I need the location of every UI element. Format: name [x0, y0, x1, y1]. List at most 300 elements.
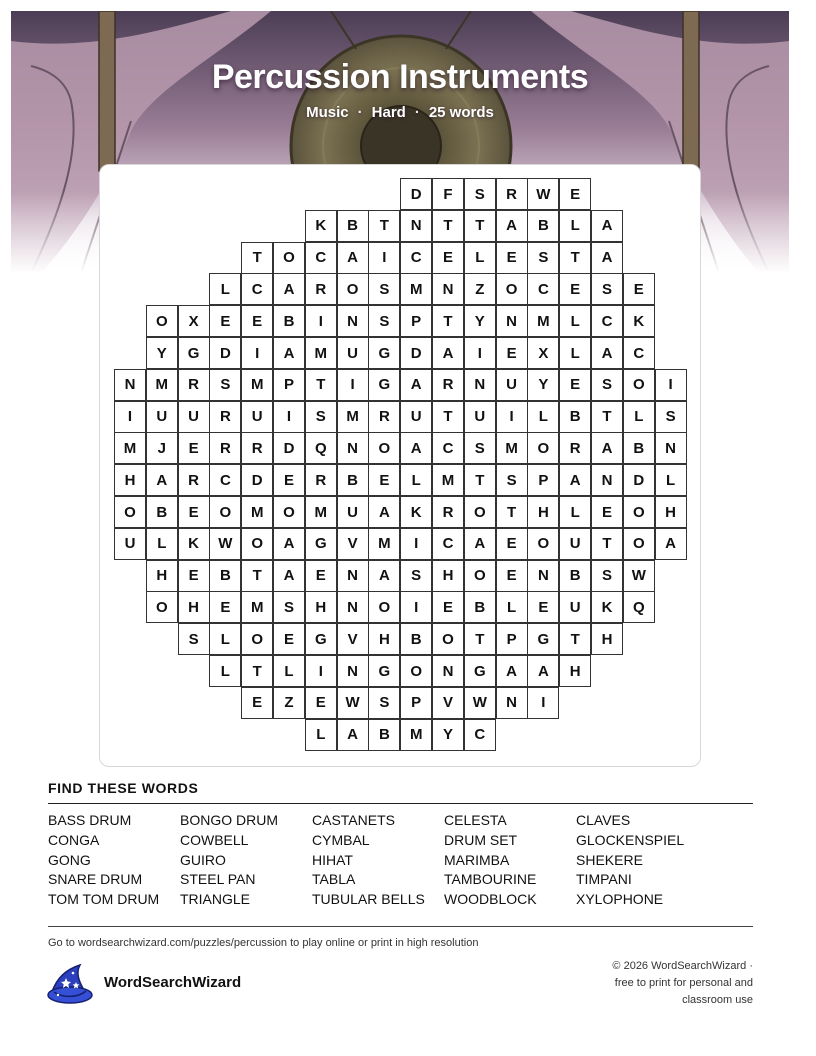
grid-cell[interactable]: U [146, 401, 178, 433]
grid-cell[interactable]: U [337, 337, 369, 369]
grid-cell[interactable]: T [591, 528, 623, 560]
grid-cell[interactable]: U [400, 401, 432, 433]
grid-cell[interactable]: T [591, 401, 623, 433]
grid-cell[interactable]: M [400, 273, 432, 305]
grid-cell[interactable]: S [591, 273, 623, 305]
grid-cell[interactable]: G [464, 655, 496, 687]
grid-cell[interactable]: Z [273, 687, 305, 719]
grid-cell[interactable]: G [368, 369, 400, 401]
grid-cell[interactable]: D [623, 464, 655, 496]
grid-cell[interactable]: M [305, 337, 337, 369]
grid-cell[interactable]: R [241, 432, 273, 464]
grid-cell[interactable]: O [146, 305, 178, 337]
grid-cell[interactable]: A [337, 242, 369, 274]
grid-cell[interactable]: M [368, 528, 400, 560]
grid-cell[interactable]: H [305, 591, 337, 623]
grid-cell[interactable]: A [432, 337, 464, 369]
grid-cell[interactable]: B [368, 719, 400, 751]
grid-cell[interactable]: S [368, 305, 400, 337]
grid-cell[interactable]: Y [527, 369, 559, 401]
grid-cell[interactable]: J [146, 432, 178, 464]
grid-cell[interactable]: A [273, 528, 305, 560]
word-list-item: COWBELL [180, 831, 249, 848]
grid-cell[interactable]: K [178, 528, 210, 560]
grid-cell[interactable]: T [305, 369, 337, 401]
word-list-item: HIHAT [312, 851, 353, 868]
grid-cell[interactable]: L [559, 210, 591, 242]
meta-separator: · [357, 104, 363, 121]
grid-cell[interactable]: N [337, 591, 369, 623]
grid-cell[interactable]: R [432, 369, 464, 401]
grid-cell[interactable]: U [464, 401, 496, 433]
grid-cell[interactable]: A [591, 337, 623, 369]
grid-cell[interactable]: S [464, 432, 496, 464]
play-online-note[interactable]: Go to wordsearchwizard.com/puzzles/percussion to play online or print in high resolution [48, 937, 479, 949]
grid-cell[interactable]: O [496, 273, 528, 305]
grid-cell[interactable]: N [496, 687, 528, 719]
word-count-label: 25 words [428, 104, 494, 121]
grid-cell[interactable]: A [368, 560, 400, 592]
grid-cell[interactable]: O [241, 623, 273, 655]
grid-cell[interactable]: T [464, 464, 496, 496]
grid-cell[interactable]: H [114, 464, 146, 496]
grid-cell[interactable]: S [527, 242, 559, 274]
grid-cell[interactable]: M [241, 591, 273, 623]
grid-cell[interactable]: D [241, 464, 273, 496]
grid-cell[interactable]: I [400, 591, 432, 623]
grid-cell[interactable]: A [591, 242, 623, 274]
grid-cell[interactable]: I [464, 337, 496, 369]
grid-cell[interactable]: T [241, 655, 273, 687]
grid-cell[interactable]: K [623, 305, 655, 337]
word-list-item: CONGA [48, 831, 100, 848]
grid-cell[interactable]: E [273, 464, 305, 496]
grid-cell[interactable]: L [559, 305, 591, 337]
grid-cell[interactable]: S [591, 560, 623, 592]
grid-cell[interactable]: A [527, 655, 559, 687]
grid-cell[interactable]: A [273, 337, 305, 369]
grid-cell[interactable]: I [273, 401, 305, 433]
grid-cell[interactable]: N [337, 560, 369, 592]
grid-cell[interactable]: E [559, 369, 591, 401]
copyright-line: free to print for personal and [614, 977, 753, 989]
grid-cell[interactable]: T [241, 242, 273, 274]
grid-cell[interactable]: A [496, 210, 528, 242]
grid-cell[interactable]: C [400, 242, 432, 274]
grid-cell[interactable]: E [209, 591, 241, 623]
grid-cell[interactable]: R [432, 496, 464, 528]
word-list-item: TABLA [312, 871, 356, 888]
grid-cell[interactable]: E [241, 305, 273, 337]
grid-cell[interactable]: G [368, 655, 400, 687]
grid-cell[interactable]: L [146, 528, 178, 560]
grid-cell[interactable]: E [496, 337, 528, 369]
grid-cell[interactable]: C [209, 464, 241, 496]
grid-cell[interactable]: A [400, 369, 432, 401]
grid-cell[interactable]: B [400, 623, 432, 655]
grid-cell[interactable]: E [305, 560, 337, 592]
grid-cell[interactable]: R [368, 401, 400, 433]
grid-cell[interactable]: M [114, 432, 146, 464]
grid-cell[interactable]: S [464, 178, 496, 210]
grid-cell[interactable]: R [178, 369, 210, 401]
grid-cell[interactable]: B [559, 401, 591, 433]
difficulty-label: Hard [371, 104, 406, 121]
grid-cell[interactable]: A [655, 528, 687, 560]
grid-cell[interactable]: K [305, 210, 337, 242]
grid-cell[interactable]: W [337, 687, 369, 719]
grid-cell[interactable]: O [527, 528, 559, 560]
grid-cell[interactable]: T [464, 623, 496, 655]
grid-cell[interactable]: L [209, 655, 241, 687]
grid-cell[interactable]: O [368, 591, 400, 623]
word-list-item: GONG [48, 851, 91, 868]
grid-cell[interactable]: M [432, 464, 464, 496]
grid-cell[interactable]: P [400, 687, 432, 719]
grid-cell[interactable]: L [273, 655, 305, 687]
grid-cell[interactable]: L [209, 273, 241, 305]
grid-cell[interactable]: H [591, 623, 623, 655]
grid-cell[interactable]: E [496, 242, 528, 274]
grid-cell[interactable]: S [178, 623, 210, 655]
grid-cell[interactable]: P [273, 369, 305, 401]
grid-cell[interactable]: O [623, 496, 655, 528]
grid-cell[interactable]: U [337, 496, 369, 528]
grid-cell[interactable]: E [241, 687, 273, 719]
grid-cell[interactable]: V [432, 687, 464, 719]
grid-cell[interactable]: T [496, 496, 528, 528]
grid-cell[interactable]: T [559, 242, 591, 274]
grid-cell[interactable]: B [623, 432, 655, 464]
grid-cell[interactable]: E [178, 432, 210, 464]
brand-name: WordSearchWizard [104, 974, 242, 991]
grid-cell[interactable]: N [400, 210, 432, 242]
grid-cell[interactable]: S [209, 369, 241, 401]
word-list-item: TRIANGLE [180, 891, 251, 908]
grid-cell[interactable]: Q [623, 591, 655, 623]
grid-cell[interactable]: N [337, 655, 369, 687]
grid-cell[interactable]: R [209, 401, 241, 433]
grid-cell[interactable]: S [496, 464, 528, 496]
grid-cell[interactable]: E [368, 464, 400, 496]
grid-cell[interactable]: O [273, 242, 305, 274]
grid-cell[interactable]: L [655, 464, 687, 496]
grid-cell[interactable]: X [527, 337, 559, 369]
grid-cell[interactable]: P [496, 623, 528, 655]
word-list-item: GLOCKENSPIEL [576, 831, 685, 848]
word-list-item: CASTANETS [312, 812, 395, 828]
word-list-item: TOM TOM DRUM [48, 891, 160, 908]
grid-cell[interactable]: C [591, 305, 623, 337]
grid-cell[interactable]: H [432, 560, 464, 592]
grid-cell[interactable]: A [337, 719, 369, 751]
grid-cell[interactable]: H [146, 560, 178, 592]
copyright-notice [583, 958, 753, 1009]
grid-cell[interactable]: G [178, 337, 210, 369]
word-list-item: SHEKERE [576, 851, 643, 868]
grid-cell[interactable]: I [527, 687, 559, 719]
grid-cell[interactable]: W [623, 560, 655, 592]
grid-cell[interactable]: S [591, 369, 623, 401]
grid-cell[interactable]: Y [464, 305, 496, 337]
grid-cell[interactable]: A [400, 432, 432, 464]
grid-cell[interactable]: D [400, 178, 432, 210]
grid-cell[interactable]: D [209, 337, 241, 369]
grid-cell[interactable]: M [496, 432, 528, 464]
grid-cell[interactable]: S [400, 560, 432, 592]
grid-cell[interactable]: H [527, 496, 559, 528]
grid-cell[interactable]: E [305, 687, 337, 719]
word-list-item: TIMPANI [576, 871, 632, 888]
grid-cell[interactable]: B [337, 210, 369, 242]
word-list-item: XYLOPHONE [576, 891, 664, 908]
grid-cell[interactable]: L [559, 337, 591, 369]
grid-cell[interactable]: E [591, 496, 623, 528]
grid-cell[interactable]: B [209, 560, 241, 592]
word-list-item: TAMBOURINE [444, 871, 537, 888]
grid-cell[interactable]: P [527, 464, 559, 496]
grid-cell[interactable]: G [305, 623, 337, 655]
word-list-item: BASS DRUM [48, 812, 132, 828]
grid-cell[interactable]: T [464, 210, 496, 242]
grid-cell[interactable]: H [368, 623, 400, 655]
word-list-item: STEEL PAN [180, 871, 256, 888]
grid-cell[interactable]: R [559, 432, 591, 464]
copyright-line: classroom use [682, 994, 753, 1006]
grid-cell[interactable]: L [209, 623, 241, 655]
grid-cell[interactable]: C [464, 719, 496, 751]
word-list-item: CYMBAL [312, 831, 370, 848]
word-list-item: CLAVES [576, 812, 631, 828]
grid-cell[interactable]: O [368, 432, 400, 464]
grid-cell[interactable]: E [623, 273, 655, 305]
grid-cell[interactable]: T [559, 623, 591, 655]
grid-cell[interactable]: R [209, 432, 241, 464]
grid-cell[interactable]: B [337, 464, 369, 496]
grid-cell[interactable]: G [368, 337, 400, 369]
copyright-line: © 2026 WordSearchWizard · [612, 960, 753, 972]
word-list-item: MARIMBA [444, 851, 510, 868]
grid-cell[interactable]: O [241, 528, 273, 560]
grid-cell[interactable]: O [146, 591, 178, 623]
grid-cell[interactable]: O [432, 623, 464, 655]
grid-cell[interactable]: E [559, 178, 591, 210]
word-list-item: DRUM SET [444, 831, 518, 848]
grid-cell[interactable]: R [178, 464, 210, 496]
grid-cell[interactable]: A [146, 464, 178, 496]
grid-cell[interactable]: N [337, 432, 369, 464]
word-list [48, 812, 753, 911]
grid-cell[interactable]: G [527, 623, 559, 655]
grid-cell[interactable]: K [591, 591, 623, 623]
grid-cell[interactable]: O [400, 655, 432, 687]
grid-cell[interactable]: W [209, 528, 241, 560]
grid-cell[interactable]: C [241, 273, 273, 305]
grid-cell[interactable]: I [368, 242, 400, 274]
grid-cell[interactable]: R [305, 273, 337, 305]
grid-cell[interactable]: I [496, 401, 528, 433]
grid-cell[interactable]: Q [305, 432, 337, 464]
grid-cell[interactable]: N [337, 305, 369, 337]
grid-cell[interactable]: O [623, 369, 655, 401]
grid-cell[interactable]: A [273, 560, 305, 592]
grid-cell[interactable]: L [623, 401, 655, 433]
word-list-item: CELESTA [444, 812, 507, 828]
grid-cell[interactable]: E [432, 591, 464, 623]
grid-cell[interactable]: M [241, 369, 273, 401]
grid-cell[interactable]: O [114, 496, 146, 528]
grid-cell[interactable]: Y [432, 719, 464, 751]
grid-cell[interactable]: C [432, 432, 464, 464]
grid-cell[interactable]: M [527, 305, 559, 337]
grid-cell[interactable]: A [591, 210, 623, 242]
grid-cell[interactable]: U [241, 401, 273, 433]
grid-cell[interactable]: N [432, 655, 464, 687]
grid-cell[interactable]: M [337, 401, 369, 433]
meta-separator: · [414, 104, 420, 121]
grid-cell[interactable]: N [655, 432, 687, 464]
puzzle-meta [0, 104, 800, 121]
divider [48, 803, 753, 804]
grid-cell[interactable]: H [178, 591, 210, 623]
grid-cell[interactable]: A [591, 432, 623, 464]
word-search-grid[interactable] [115, 179, 687, 753]
divider [48, 926, 753, 927]
grid-cell[interactable]: E [527, 591, 559, 623]
grid-cell[interactable]: D [273, 432, 305, 464]
grid-cell[interactable]: A [464, 528, 496, 560]
grid-cell[interactable]: N [527, 560, 559, 592]
grid-cell[interactable]: U [114, 528, 146, 560]
grid-cell[interactable]: L [305, 719, 337, 751]
grid-cell[interactable]: K [400, 496, 432, 528]
grid-cell[interactable]: E [432, 242, 464, 274]
grid-cell[interactable]: R [305, 464, 337, 496]
grid-cell[interactable]: T [432, 210, 464, 242]
grid-cell[interactable]: V [337, 528, 369, 560]
grid-cell[interactable]: R [496, 178, 528, 210]
word-list-item: GUIRO [180, 851, 226, 868]
grid-cell[interactable]: Y [146, 337, 178, 369]
grid-cell[interactable]: O [464, 496, 496, 528]
grid-cell[interactable]: A [368, 496, 400, 528]
grid-cell[interactable]: O [464, 560, 496, 592]
grid-cell[interactable]: G [305, 528, 337, 560]
grid-cell[interactable]: L [400, 464, 432, 496]
grid-cell[interactable]: M [146, 369, 178, 401]
grid-cell[interactable]: E [496, 528, 528, 560]
grid-cell[interactable]: B [273, 305, 305, 337]
grid-cell[interactable]: S [305, 401, 337, 433]
grid-cell[interactable]: B [464, 591, 496, 623]
word-list-item: WOODBLOCK [444, 891, 537, 908]
grid-cell[interactable]: I [114, 401, 146, 433]
grid-cell[interactable]: A [559, 464, 591, 496]
grid-cell[interactable]: C [432, 528, 464, 560]
grid-cell[interactable]: S [273, 591, 305, 623]
grid-cell[interactable]: T [241, 560, 273, 592]
word-list-item: SNARE DRUM [48, 871, 143, 888]
grid-cell[interactable]: U [559, 528, 591, 560]
grid-cell[interactable]: N [464, 369, 496, 401]
grid-cell[interactable]: P [400, 305, 432, 337]
grid-cell[interactable]: E [559, 273, 591, 305]
grid-cell[interactable]: D [400, 337, 432, 369]
grid-cell[interactable]: H [559, 655, 591, 687]
grid-cell[interactable]: X [178, 305, 210, 337]
grid-cell[interactable]: T [432, 305, 464, 337]
grid-cell[interactable]: O [209, 496, 241, 528]
grid-cell[interactable]: M [305, 496, 337, 528]
grid-cell[interactable]: F [432, 178, 464, 210]
grid-cell[interactable]: C [623, 337, 655, 369]
grid-cell[interactable]: N [114, 369, 146, 401]
word-list-heading: FIND THESE WORDS [48, 780, 199, 796]
grid-cell[interactable]: O [337, 273, 369, 305]
grid-cell[interactable]: L [496, 591, 528, 623]
grid-cell[interactable]: T [368, 210, 400, 242]
grid-cell[interactable]: S [368, 687, 400, 719]
grid-cell[interactable]: I [241, 337, 273, 369]
grid-cell[interactable]: V [337, 623, 369, 655]
grid-cell[interactable]: B [527, 210, 559, 242]
grid-cell[interactable]: A [496, 655, 528, 687]
word-list-item: BONGO DRUM [180, 812, 278, 828]
word-list-item: TUBULAR BELLS [312, 891, 425, 908]
grid-cell[interactable]: N [432, 273, 464, 305]
grid-cell[interactable]: I [400, 528, 432, 560]
grid-cell[interactable]: E [496, 560, 528, 592]
grid-cell[interactable]: M [241, 496, 273, 528]
grid-cell[interactable]: L [527, 401, 559, 433]
grid-cell[interactable]: C [527, 273, 559, 305]
grid-cell[interactable]: I [337, 369, 369, 401]
grid-cell[interactable]: E [209, 305, 241, 337]
grid-cell[interactable]: O [527, 432, 559, 464]
grid-cell[interactable]: H [655, 496, 687, 528]
grid-cell[interactable]: I [305, 655, 337, 687]
grid-cell[interactable]: W [527, 178, 559, 210]
grid-cell[interactable]: B [146, 496, 178, 528]
category-label: Music [306, 104, 349, 121]
grid-cell[interactable]: N [591, 464, 623, 496]
grid-cell[interactable]: B [559, 560, 591, 592]
grid-cell[interactable]: T [432, 401, 464, 433]
grid-cell[interactable]: A [273, 273, 305, 305]
grid-cell[interactable]: O [273, 496, 305, 528]
grid-cell[interactable]: Z [464, 273, 496, 305]
grid-cell[interactable]: W [464, 687, 496, 719]
grid-cell[interactable]: E [178, 496, 210, 528]
grid-cell[interactable]: N [496, 305, 528, 337]
grid-cell[interactable]: M [400, 719, 432, 751]
grid-cell[interactable]: S [655, 401, 687, 433]
grid-cell[interactable]: E [178, 560, 210, 592]
grid-cell[interactable]: I [655, 369, 687, 401]
grid-cell[interactable]: L [464, 242, 496, 274]
grid-cell[interactable]: C [305, 242, 337, 274]
page-title: Percussion Instruments [211, 58, 589, 96]
grid-cell[interactable]: U [559, 591, 591, 623]
grid-cell[interactable]: U [178, 401, 210, 433]
grid-cell[interactable]: U [496, 369, 528, 401]
grid-cell[interactable]: O [623, 528, 655, 560]
grid-cell[interactable]: I [305, 305, 337, 337]
wizard-hat-icon [46, 962, 94, 1006]
grid-cell[interactable]: S [368, 273, 400, 305]
grid-cell[interactable]: L [559, 496, 591, 528]
grid-cell[interactable]: E [273, 623, 305, 655]
